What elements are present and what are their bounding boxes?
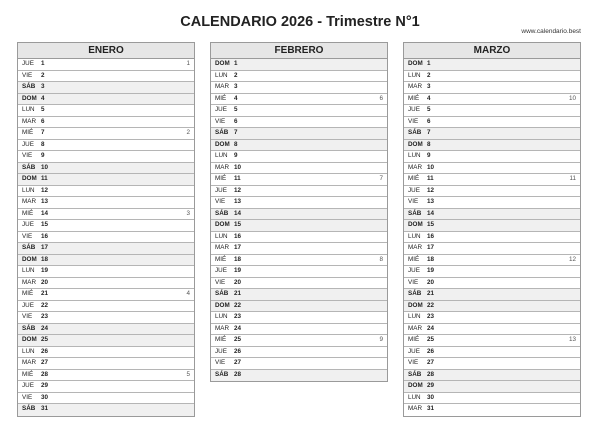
day-number: 27 [41,359,49,366]
day-number: 21 [427,290,435,297]
weekday-label: MAR [22,278,36,286]
day-number: 13 [41,198,49,205]
day-row [211,186,387,198]
day-row [211,128,387,140]
day-number: 8 [427,140,431,148]
day-row [211,163,387,175]
week-number: 4 [186,290,190,297]
weekday-label: JUE [408,186,420,194]
day-number: 23 [234,313,242,320]
weekday-label: VIE [408,359,419,366]
weekday-label: MIÉ [22,129,34,136]
weekday-label: JUE [215,106,227,113]
day-row [404,105,580,117]
week-number: 1 [186,60,190,67]
day-row [211,71,387,83]
day-row [404,278,580,290]
day-number: 11 [427,175,434,182]
weekday-label: JUE [22,301,34,309]
day-row [211,289,387,301]
day-number: 17 [234,244,242,251]
day-row [211,358,387,370]
weekday-label: VIE [215,198,226,205]
weekday-label: LUN [408,152,421,159]
week-number: 7 [379,175,383,182]
day-row [18,347,194,359]
day-number: 21 [41,290,49,297]
weekday-label: MIÉ [215,255,227,263]
day-number: 26 [234,347,242,355]
day-number: 16 [234,232,242,240]
weekday-label: DOM [408,140,423,148]
week-number: 6 [379,94,383,102]
day-row [18,301,194,313]
day-row [18,220,194,232]
weekday-label: MAR [408,244,422,251]
weekday-label: MIÉ [22,290,34,297]
day-row [404,163,580,175]
day-row [18,117,194,129]
day-row [18,266,194,278]
day-number: 15 [427,221,435,228]
day-number: 20 [427,278,435,286]
day-row [404,197,580,209]
weekday-label: JUE [22,221,34,228]
day-row [211,105,387,117]
weekday-label: JUE [215,347,227,355]
month-header: MARZO [404,43,580,59]
day-number: 14 [234,209,242,217]
day-number: 7 [41,129,45,136]
week-number: 9 [379,336,383,343]
weekday-label: MIÉ [408,94,420,102]
weekday-label: SÁB [215,370,229,378]
day-row [404,128,580,140]
day-row [404,393,580,405]
day-row [404,117,580,129]
day-number: 5 [41,106,45,113]
day-number: 2 [41,71,45,79]
day-row [211,301,387,313]
weekday-label: SÁB [22,163,36,171]
weekday-label: MAR [215,163,229,171]
day-row [211,59,387,71]
day-number: 27 [427,359,435,366]
weekday-label: VIE [22,152,33,159]
weekday-label: SÁB [215,209,229,217]
day-row [211,370,387,382]
day-number: 20 [41,278,49,286]
weekday-label: JUE [215,186,227,194]
weekday-label: MIÉ [408,255,420,263]
day-number: 31 [41,405,49,412]
day-number: 28 [41,370,49,378]
day-list [211,59,387,381]
day-number: 1 [427,60,431,67]
day-number: 15 [234,221,242,228]
day-row [18,163,194,175]
day-row [404,209,580,221]
day-number: 7 [427,129,431,136]
day-number: 25 [427,336,435,343]
day-number: 20 [234,278,242,286]
day-row [18,335,194,347]
weekday-label: JUE [22,382,34,389]
day-number: 9 [41,152,45,159]
month-panel-january [17,42,195,417]
day-number: 13 [427,198,435,205]
week-number: 2 [186,129,190,136]
weekday-label: MAR [408,163,422,171]
day-row [18,393,194,405]
week-number: 11 [569,175,576,182]
day-row [404,232,580,244]
day-number: 9 [427,152,431,159]
day-number: 7 [234,129,238,136]
day-number: 12 [234,186,242,194]
day-row [211,278,387,290]
weekday-label: MAR [408,405,422,412]
weekday-label: LUN [215,152,228,159]
weekday-label: LUN [22,186,35,194]
day-number: 31 [427,405,435,412]
day-number: 25 [41,336,49,343]
weekday-label: VIE [22,232,33,240]
day-number: 30 [41,393,49,401]
weekday-label: MAR [22,198,36,205]
day-number: 10 [427,163,435,171]
day-number: 6 [427,117,431,125]
day-row [404,358,580,370]
day-number: 29 [427,382,435,389]
day-row [18,381,194,393]
day-row [18,324,194,336]
day-row [404,324,580,336]
weekday-label: JUE [22,140,34,148]
weekday-label: LUN [408,232,421,240]
day-number: 8 [41,140,45,148]
day-number: 15 [41,221,49,228]
day-number: 21 [234,290,242,297]
day-number: 18 [41,255,49,263]
day-number: 11 [234,175,241,182]
weekday-label: MAR [215,244,229,251]
day-row [211,335,387,347]
weekday-label: JUE [408,267,420,274]
day-row [404,151,580,163]
day-number: 3 [41,83,45,90]
week-number: 3 [186,209,190,217]
day-row [211,232,387,244]
day-row [211,117,387,129]
website-label: www.calendario.best [521,28,581,35]
day-number: 28 [234,370,242,378]
day-number: 24 [427,324,435,332]
weekday-label: SÁB [215,129,229,136]
weekday-label: VIE [408,117,419,125]
weekday-label: DOM [215,60,230,67]
day-row [18,82,194,94]
day-row [18,140,194,152]
weekday-label: MAR [22,359,36,366]
weekday-label: DOM [22,336,37,343]
weekday-label: LUN [408,313,421,320]
day-number: 4 [41,94,45,102]
day-number: 3 [427,83,431,90]
day-row [404,59,580,71]
page-title: CALENDARIO 2026 - Trimestre N°1 [180,14,420,30]
day-number: 19 [41,267,49,274]
weekday-label: SÁB [22,324,36,332]
weekday-label: VIE [215,278,226,286]
day-list [18,59,194,416]
month-header: ENERO [18,43,194,59]
weekday-label: MAR [408,83,422,90]
day-number: 13 [234,198,242,205]
weekday-label: VIE [22,71,33,79]
weekday-label: MIÉ [22,370,34,378]
weekday-label: DOM [215,221,230,228]
weekday-label: MIÉ [215,336,227,343]
day-row [404,186,580,198]
weekday-label: MAR [408,324,422,332]
weekday-label: SÁB [408,209,422,217]
day-number: 9 [234,152,238,159]
weekday-label: JUE [22,60,34,67]
day-row [18,278,194,290]
day-row [18,197,194,209]
day-number: 26 [41,347,49,355]
day-row [18,255,194,267]
day-row [404,220,580,232]
day-row [211,174,387,186]
day-number: 6 [41,117,45,125]
day-row [404,94,580,106]
weekday-label: DOM [22,175,37,182]
day-row [404,381,580,393]
day-row [18,370,194,382]
day-number: 2 [427,71,431,79]
weekday-label: DOM [408,382,423,389]
weekday-label: LUN [22,106,35,113]
weekday-label: DOM [22,255,37,263]
day-row [404,301,580,313]
day-row [18,289,194,301]
weekday-label: VIE [408,198,419,205]
weekday-label: MIÉ [408,175,420,182]
month-panel-march [403,42,581,417]
weekday-label: MAR [215,324,229,332]
weekday-label: SÁB [22,83,36,90]
weekday-label: DOM [408,60,423,67]
day-number: 18 [234,255,242,263]
day-row [404,370,580,382]
weekday-label: LUN [408,393,421,401]
day-row [18,243,194,255]
weekday-label: LUN [215,232,228,240]
day-number: 25 [234,336,242,343]
day-number: 23 [41,313,49,320]
day-list [404,59,580,416]
weekday-label: DOM [22,94,37,102]
day-row [211,82,387,94]
day-number: 5 [234,106,238,113]
day-row [211,94,387,106]
week-number: 12 [568,255,576,263]
day-number: 16 [427,232,435,240]
day-number: 10 [234,163,242,171]
weekday-label: VIE [22,313,33,320]
day-row [211,324,387,336]
weekday-label: DOM [215,301,230,309]
day-number: 24 [41,324,49,332]
day-row [404,82,580,94]
weekday-label: SÁB [215,290,229,297]
day-row [211,220,387,232]
day-row [404,312,580,324]
day-number: 29 [41,382,49,389]
day-row [18,71,194,83]
weekday-label: VIE [215,359,226,366]
day-number: 18 [427,255,435,263]
day-number: 5 [427,106,431,113]
weekday-label: DOM [408,301,423,309]
day-number: 6 [234,117,238,125]
day-row [404,243,580,255]
weekday-label: LUN [408,71,421,79]
day-row [211,243,387,255]
day-number: 30 [427,393,435,401]
day-row [404,255,580,267]
week-number: 5 [186,370,190,378]
day-row [18,404,194,416]
day-row [404,347,580,359]
day-number: 23 [427,313,435,320]
day-number: 28 [427,370,435,378]
day-row [18,94,194,106]
day-row [18,128,194,140]
day-row [211,255,387,267]
day-number: 14 [427,209,435,217]
weekday-label: VIE [215,117,226,125]
day-row [211,209,387,221]
day-number: 11 [41,175,48,182]
day-row [18,209,194,221]
weekday-label: MIÉ [215,175,227,182]
weekday-label: SÁB [22,244,36,251]
weekday-label: JUE [408,106,420,113]
day-row [211,266,387,278]
weekday-label: LUN [22,267,35,274]
day-number: 12 [41,186,49,194]
month-header: FEBRERO [211,43,387,59]
day-number: 12 [427,186,435,194]
weekday-label: SÁB [408,370,422,378]
day-number: 8 [234,140,238,148]
day-number: 26 [427,347,435,355]
day-number: 19 [427,267,435,274]
day-number: 17 [41,244,49,251]
day-row [211,312,387,324]
day-row [211,197,387,209]
day-row [18,186,194,198]
day-row [18,358,194,370]
day-number: 27 [234,359,242,366]
day-row [211,347,387,359]
day-row [404,174,580,186]
day-number: 1 [41,60,45,67]
day-row [404,71,580,83]
weekday-label: MIÉ [408,336,420,343]
day-number: 4 [234,94,238,102]
day-number: 16 [41,232,49,240]
weekday-label: DOM [215,140,230,148]
day-number: 17 [427,244,435,251]
weekday-label: LUN [22,347,35,355]
day-row [211,151,387,163]
weekday-label: VIE [408,278,419,286]
day-number: 22 [41,301,49,309]
day-row [18,312,194,324]
weekday-label: LUN [215,71,228,79]
day-number: 3 [234,83,238,90]
week-number: 13 [568,336,576,343]
weekday-label: LUN [215,313,228,320]
day-row [18,232,194,244]
weekday-label: JUE [215,267,227,274]
day-row [18,105,194,117]
weekday-label: JUE [408,347,420,355]
weekday-label: DOM [408,221,423,228]
day-row [404,140,580,152]
day-row [404,289,580,301]
day-row [404,404,580,416]
weekday-label: SÁB [408,290,422,297]
day-row [404,266,580,278]
day-number: 14 [41,209,49,217]
week-number: 10 [568,94,576,102]
day-number: 19 [234,267,242,274]
day-number: 1 [234,60,238,67]
day-row [404,335,580,347]
weekday-label: MAR [22,117,36,125]
day-number: 24 [234,324,242,332]
weekday-label: VIE [22,393,33,401]
day-row [18,151,194,163]
week-number: 8 [379,255,383,263]
weekday-label: SÁB [408,129,422,136]
day-number: 22 [234,301,242,309]
weekday-label: MIÉ [22,209,34,217]
day-number: 10 [41,163,49,171]
weekday-label: MAR [215,83,229,90]
month-panel-february [210,42,388,382]
weekday-label: MIÉ [215,94,227,102]
day-number: 2 [234,71,238,79]
day-row [211,140,387,152]
day-number: 22 [427,301,435,309]
day-row [18,174,194,186]
day-number: 4 [427,94,431,102]
weekday-label: SÁB [22,405,36,412]
day-row [18,59,194,71]
